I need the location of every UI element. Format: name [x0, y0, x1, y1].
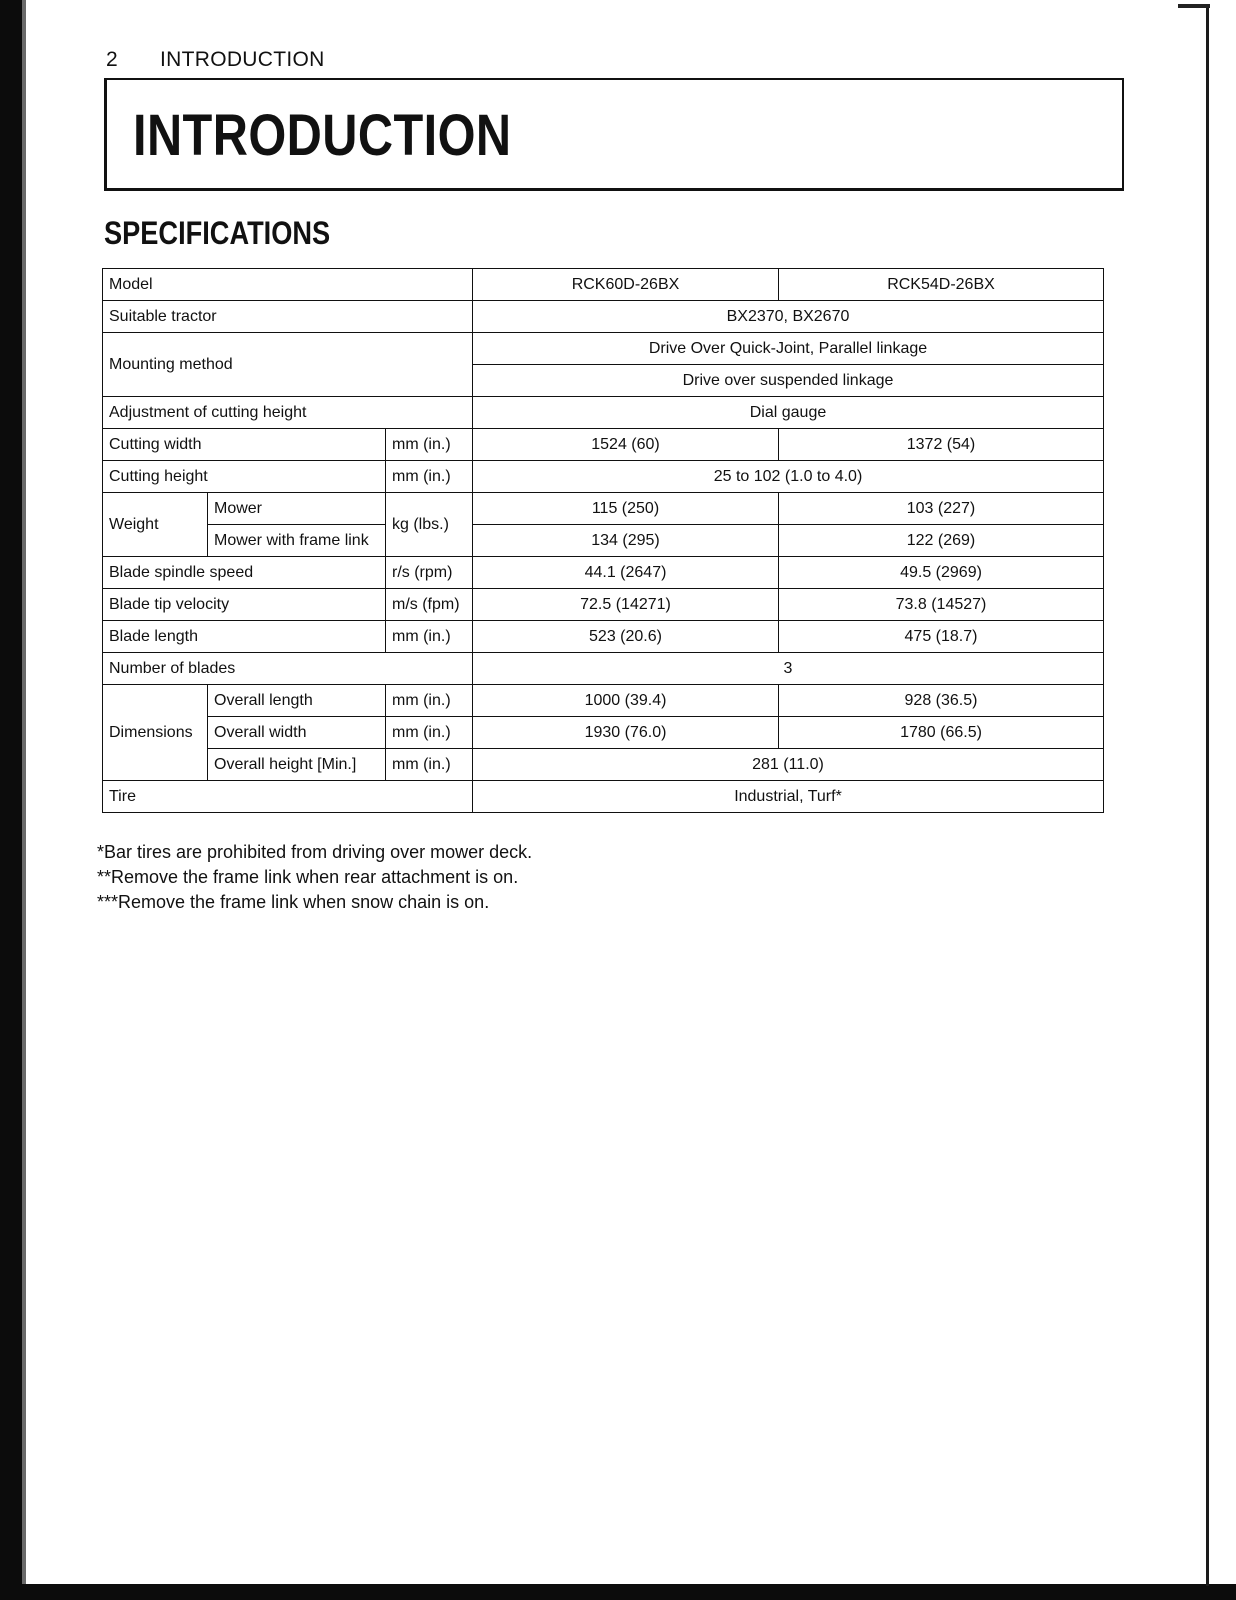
- scan-edge-left-shadow: [22, 0, 26, 1600]
- table-row: [103, 685, 1104, 717]
- row-label: Adjustment of cutting height: [103, 397, 473, 429]
- sub-row-label: Overall width: [208, 717, 386, 749]
- cell-value: Drive over suspended linkage: [473, 365, 1104, 397]
- cell-value: 1780 (66.5): [779, 717, 1104, 749]
- chapter-title: INTRODUCTION: [133, 103, 512, 168]
- model-name: RCK54D-26BX: [779, 269, 1104, 301]
- footnote: ***Remove the frame link when snow chain is on.: [97, 892, 490, 912]
- running-head: [106, 48, 325, 72]
- row-label: Blade tip velocity: [103, 589, 386, 621]
- cell-value: 1372 (54): [779, 429, 1104, 461]
- sub-row-label: Overall length: [208, 685, 386, 717]
- row-label: Blade length: [103, 621, 386, 653]
- running-head-section: INTRODUCTION: [160, 48, 325, 71]
- table-row: [103, 461, 1104, 493]
- row-label: Dimensions: [103, 685, 208, 781]
- cell-value: 1000 (39.4): [473, 685, 779, 717]
- table-row: [103, 781, 1104, 813]
- cell-value: 3: [473, 653, 1104, 685]
- cell-value: 134 (295): [473, 525, 779, 557]
- scan-edge-left: [0, 0, 22, 1600]
- table-row: [103, 429, 1104, 461]
- cell-value: 1930 (76.0): [473, 717, 779, 749]
- cell-value: 475 (18.7): [779, 621, 1104, 653]
- footnote: **Remove the frame link when rear attachment is on.: [97, 867, 519, 887]
- footnotes: [97, 840, 532, 915]
- footnote: *Bar tires are prohibited from driving over mower deck.: [97, 842, 533, 862]
- scan-edge-right: [1206, 6, 1209, 1586]
- section-title: SPECIFICATIONS: [104, 215, 331, 251]
- cell-value: 72.5 (14271): [473, 589, 779, 621]
- cell-value: 73.8 (14527): [779, 589, 1104, 621]
- table-row: [103, 653, 1104, 685]
- sub-row-label: Overall height [Min.]: [208, 749, 386, 781]
- cell-value: 281 (11.0): [473, 749, 1104, 781]
- row-label: Blade spindle speed: [103, 557, 386, 589]
- table-row: [103, 589, 1104, 621]
- sub-row-label: Mower: [208, 493, 386, 525]
- unit-cell: mm (in.): [386, 461, 473, 493]
- table-row: [103, 333, 1104, 365]
- cell-value: 49.5 (2969): [779, 557, 1104, 589]
- cell-value: Dial gauge: [473, 397, 1104, 429]
- scan-edge-bottom: [0, 1584, 1236, 1600]
- cell-value: 523 (20.6): [473, 621, 779, 653]
- row-label: Tire: [103, 781, 473, 813]
- cell-value: Industrial, Turf*: [473, 781, 1104, 813]
- row-label: Model: [103, 269, 473, 301]
- page-number: 2: [106, 48, 118, 71]
- row-label: Number of blades: [103, 653, 473, 685]
- table-row: [103, 717, 1104, 749]
- table-row: [103, 557, 1104, 589]
- specifications-table: [102, 268, 1104, 813]
- table-row: [103, 493, 1104, 525]
- row-label: Weight: [103, 493, 208, 557]
- model-name: RCK60D-26BX: [473, 269, 779, 301]
- unit-cell: mm (in.): [386, 429, 473, 461]
- sub-row-label: Mower with frame link: [208, 525, 386, 557]
- cell-value: 1524 (60): [473, 429, 779, 461]
- unit-cell: r/s (rpm): [386, 557, 473, 589]
- cell-value: Drive Over Quick-Joint, Parallel linkage: [473, 333, 1104, 365]
- row-label: Suitable tractor: [103, 301, 473, 333]
- table-row: [103, 749, 1104, 781]
- scan-edge-top-right: [1178, 4, 1210, 8]
- row-label: Mounting method: [103, 333, 473, 397]
- cell-value: BX2370, BX2670: [473, 301, 1104, 333]
- chapter-title-box: [104, 78, 1124, 191]
- table-row: [103, 397, 1104, 429]
- unit-cell: mm (in.): [386, 749, 473, 781]
- table-row: [103, 301, 1104, 333]
- unit-cell: mm (in.): [386, 621, 473, 653]
- unit-cell: m/s (fpm): [386, 589, 473, 621]
- cell-value: 115 (250): [473, 493, 779, 525]
- cell-value: 103 (227): [779, 493, 1104, 525]
- unit-cell: mm (in.): [386, 685, 473, 717]
- table-row: [103, 269, 1104, 301]
- table-row: [103, 621, 1104, 653]
- row-label: Cutting width: [103, 429, 386, 461]
- row-label: Cutting height: [103, 461, 386, 493]
- unit-cell: kg (lbs.): [386, 493, 473, 557]
- cell-value: 44.1 (2647): [473, 557, 779, 589]
- cell-value: 25 to 102 (1.0 to 4.0): [473, 461, 1104, 493]
- cell-value: 928 (36.5): [779, 685, 1104, 717]
- unit-cell: mm (in.): [386, 717, 473, 749]
- table-row: [103, 525, 1104, 557]
- cell-value: 122 (269): [779, 525, 1104, 557]
